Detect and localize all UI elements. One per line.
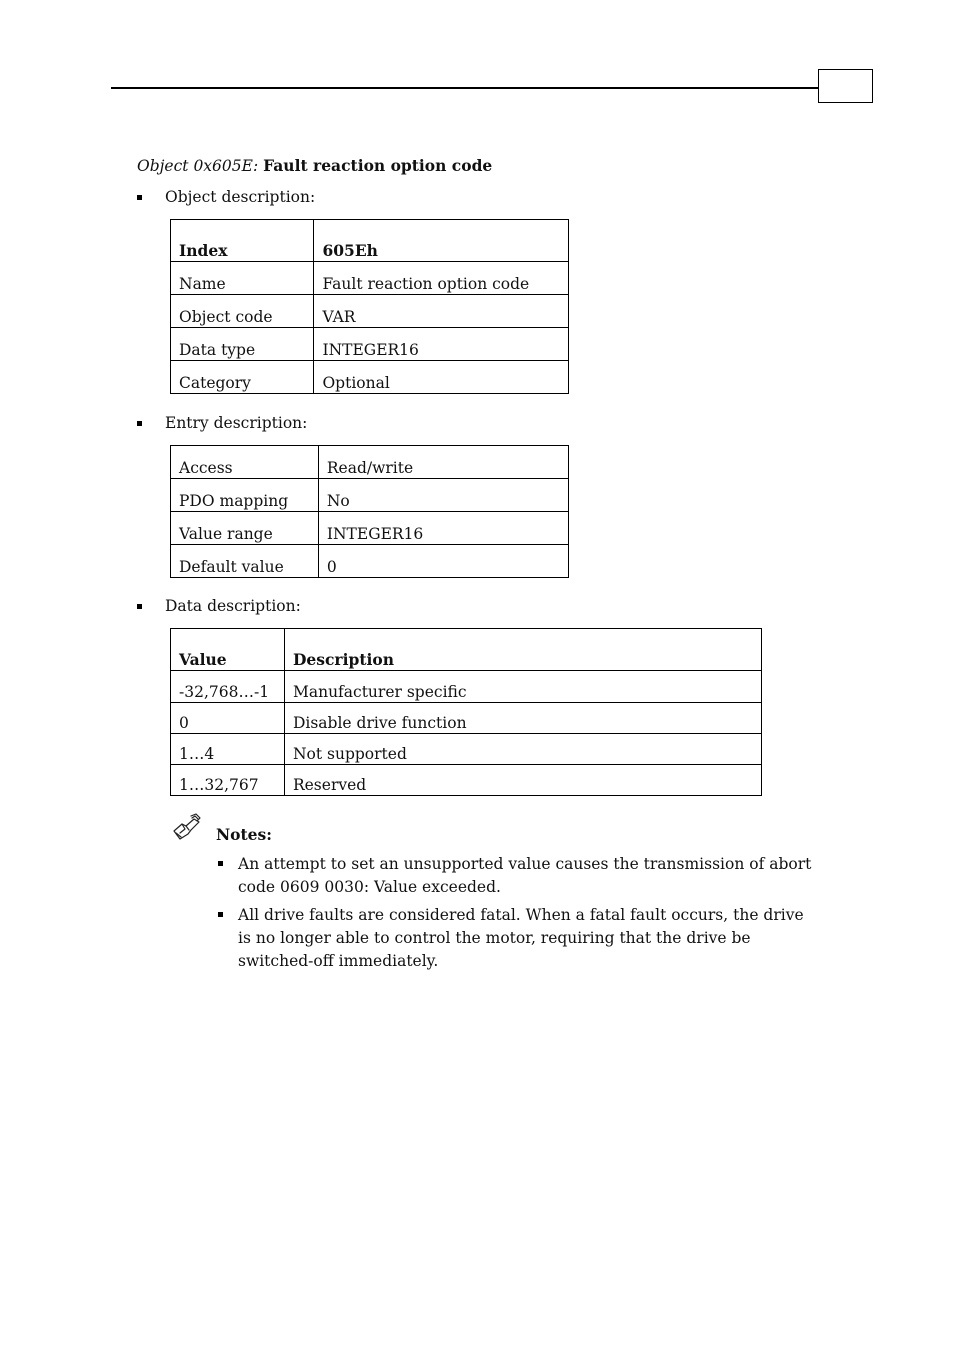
table-cell: 0 — [318, 545, 568, 578]
object-title — [137, 156, 492, 175]
table-row — [171, 703, 762, 734]
table-row — [171, 361, 569, 394]
table-cell: Data type — [171, 328, 314, 361]
bullet-square-icon — [137, 195, 142, 200]
entry-description-label: Entry description: — [165, 414, 308, 432]
table-header-cell: Index — [171, 220, 314, 262]
object-title-name: Fault reaction option code — [263, 156, 493, 175]
table-cell: INTEGER16 — [318, 512, 568, 545]
table-cell: 0 — [171, 703, 285, 734]
bullet-square-icon — [218, 861, 223, 866]
note-text: An attempt to set an unsupported value causes the transmission of abort code 0609 0030: Value exceeded. — [238, 855, 812, 896]
table-cell: Optional — [314, 361, 569, 394]
table-row — [171, 671, 762, 703]
table-row — [171, 295, 569, 328]
table-row — [171, 262, 569, 295]
table-cell: -32,768…-1 — [171, 671, 285, 703]
bullet-square-icon — [137, 421, 142, 426]
table-header-row — [171, 629, 762, 671]
table-cell: Disable drive function — [284, 703, 761, 734]
table-row — [171, 734, 762, 765]
table-row — [171, 765, 762, 796]
table-row — [171, 446, 569, 479]
note-hand-icon — [172, 813, 202, 841]
table-row — [171, 328, 569, 361]
table-header-row — [171, 220, 569, 262]
table-row — [171, 479, 569, 512]
page-number-box — [818, 69, 873, 103]
bullet-square-icon — [137, 604, 142, 609]
table-header-cell: 605Eh — [314, 220, 569, 262]
notes-label: Notes: — [216, 825, 272, 844]
table-cell: VAR — [314, 295, 569, 328]
table-cell: Access — [171, 446, 319, 479]
bullet-square-icon — [218, 912, 223, 917]
table-cell: No — [318, 479, 568, 512]
table-cell: Reserved — [284, 765, 761, 796]
table-cell: Object code — [171, 295, 314, 328]
table-cell: PDO mapping — [171, 479, 319, 512]
entry-description-table — [170, 445, 569, 578]
data-description-label: Data description: — [165, 597, 301, 615]
table-cell: Value range — [171, 512, 319, 545]
note-text: All drive faults are considered fatal. When a fatal fault occurs, the drive is no longer able to control the motor, requiring that the drive be switched-off immediately. — [238, 906, 804, 970]
object-description-label: Object description: — [165, 188, 316, 206]
table-header-cell: Description — [284, 629, 761, 671]
table-cell: Default value — [171, 545, 319, 578]
table-cell: Not supported — [284, 734, 761, 765]
table-cell: 1…4 — [171, 734, 285, 765]
table-cell: Category — [171, 361, 314, 394]
table-header-cell: Value — [171, 629, 285, 671]
object-description-table — [170, 219, 569, 394]
table-cell: INTEGER16 — [314, 328, 569, 361]
table-cell: Read/write — [318, 446, 568, 479]
table-cell: Fault reaction option code — [314, 262, 569, 295]
note-item — [216, 904, 820, 973]
table-cell: Manufacturer specific — [284, 671, 761, 703]
note-item — [216, 853, 820, 899]
table-row — [171, 512, 569, 545]
table-cell: Name — [171, 262, 314, 295]
object-title-prefix: Object 0x605E: — [137, 157, 259, 175]
table-cell: 1…32,767 — [171, 765, 285, 796]
header-rule — [111, 87, 819, 89]
table-row — [171, 545, 569, 578]
data-description-table — [170, 628, 762, 796]
